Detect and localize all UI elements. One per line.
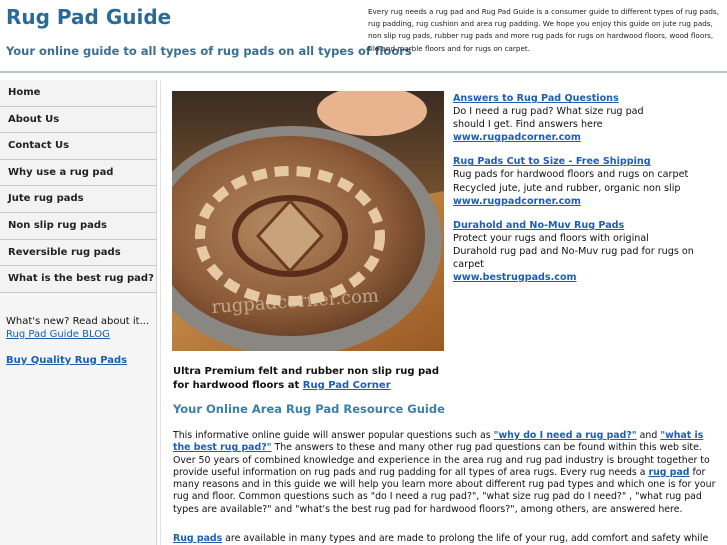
sidebar-nav: [0, 80, 156, 293]
site-title[interactable]: Rug Pad Guide: [6, 5, 172, 29]
sidebar-item-label: Reversible rug pads: [8, 246, 121, 258]
ad-block: [453, 155, 721, 207]
ad-line: Rug pads for hardwood floors and rugs on carpet: [453, 169, 689, 181]
sponsored-links: [453, 92, 721, 295]
ad-line: should I get. Find answers here: [453, 119, 603, 131]
ad-line: Protect your rugs and floors with original: [453, 232, 649, 244]
sidebar-item-home[interactable]: [0, 80, 156, 107]
ad-block: [453, 92, 721, 144]
sidebar-item-label: What is the best rug pad?: [8, 273, 154, 285]
header-intro-text: Every rug needs a rug pad and Rug Pad Guide is a consumer guide to different types of rug pads, rug padding, rug cushion and area rug padding. We hope you enjoy this guide on jute rug pads, non slip rug pads, rubber rug pads and more rug pads for rugs on hardwood floors, wood floors, tile and marble floors and for rugs on carpet.: [368, 7, 719, 53]
sidebar: [0, 80, 157, 545]
sidebar-item-why-use[interactable]: [0, 160, 156, 187]
sidebar-item-label: About Us: [8, 113, 60, 125]
sidebar-item-best-rug-pad[interactable]: [0, 266, 156, 293]
sidebar-item-label: Contact Us: [8, 140, 70, 152]
rug-pads-link[interactable]: Rug pads: [173, 533, 223, 544]
paragraph-text: are available in many types and are made to prolong the life of your rug, add comfort and safety while: [222, 533, 709, 544]
best-rug-pad-link[interactable]: "what is the best rug pad?": [173, 430, 704, 454]
caption-text: Ultra Premium felt and rubber non slip rug pad for hardwood floors at: [173, 366, 440, 391]
ad-block: [453, 219, 721, 284]
buy-rug-pads-link[interactable]: Buy Quality Rug Pads: [6, 354, 128, 366]
ad-title-link[interactable]: Answers to Rug Pad Questions: [453, 93, 619, 104]
sidebar-item-contact-us[interactable]: [0, 133, 156, 160]
sidebar-item-label: Jute rug pads: [8, 193, 84, 205]
watermark-text: rugpadcorner.com: [210, 285, 380, 318]
rug-pad-photo-art: [172, 91, 444, 351]
ad-title-link[interactable]: Durahold and No-Muv Rug Pads: [453, 219, 625, 231]
sidebar-item-label: Home: [8, 87, 41, 98]
paragraph-text: and: [636, 430, 661, 441]
rug-pad-corner-link[interactable]: Rug Pad Corner: [302, 379, 391, 391]
blog-link[interactable]: Rug Pad Guide BLOG: [6, 328, 110, 340]
rug-pad-link[interactable]: rug pad: [648, 466, 690, 478]
whats-new-text: What's new? Read about it...: [6, 315, 150, 327]
sidebar-item-non-slip[interactable]: [0, 213, 156, 240]
second-paragraph: [173, 533, 718, 545]
ad-line: Do I need a rug pad? What size rug pad: [453, 106, 644, 118]
sidebar-item-label: Non slip rug pads: [8, 219, 107, 231]
ad-line: Durahold rug pad and No-Muv rug pad for rugs on carpet: [453, 245, 694, 271]
paragraph-text: This informative online guide will answer popular questions such as: [173, 430, 494, 441]
sidebar-item-about-us[interactable]: [0, 107, 156, 134]
ad-url-link[interactable]: www.rugpadcorner.com: [453, 132, 581, 144]
rug-pad-photo: [172, 91, 444, 351]
sidebar-extra: [0, 293, 156, 367]
sidebar-item-jute[interactable]: [0, 186, 156, 213]
ad-line: Recycled jute, jute and rubber, organic non slip: [453, 182, 681, 194]
sidebar-divider: [160, 80, 161, 545]
paragraph-text: The answers to these and many other rug pad questions can be found within this web site. Over 50 years of combined knowledge and experience in the area rug and rug pad industry is brought together to provide useful information on rug pads and rug padding for all types of area rugs. Every rug needs a: [173, 442, 710, 478]
photo-caption: [173, 365, 453, 392]
paragraph-text: for many reasons and in this guide we will help you learn more about different rug pad types and which one is for your rug and floor. Common questions such as "do I need a rug pad?", "what size rug pad do I need?" , "what rug pad types are available?" and "what's the best rug pad for hardwood floors?", among others, are answered here.: [173, 466, 716, 515]
why-need-rug-pad-link[interactable]: "why do I need a rug pad?": [493, 430, 637, 441]
header-divider: [0, 71, 727, 73]
header: [0, 0, 727, 70]
site-tagline: Your online guide to all types of rug pads on all types of floors: [6, 44, 412, 58]
sidebar-item-label: Why use a rug pad: [8, 166, 114, 178]
sidebar-item-reversible[interactable]: [0, 240, 156, 267]
ad-title-link[interactable]: Rug Pads Cut to Size - Free Shipping: [453, 156, 651, 168]
ad-url-link[interactable]: www.bestrugpads.com: [453, 272, 577, 284]
section-title: Your Online Area Rug Pad Resource Guide: [173, 402, 445, 416]
intro-paragraph: [173, 430, 718, 516]
ad-url-link[interactable]: www.rugpadcorner.com: [453, 195, 581, 207]
